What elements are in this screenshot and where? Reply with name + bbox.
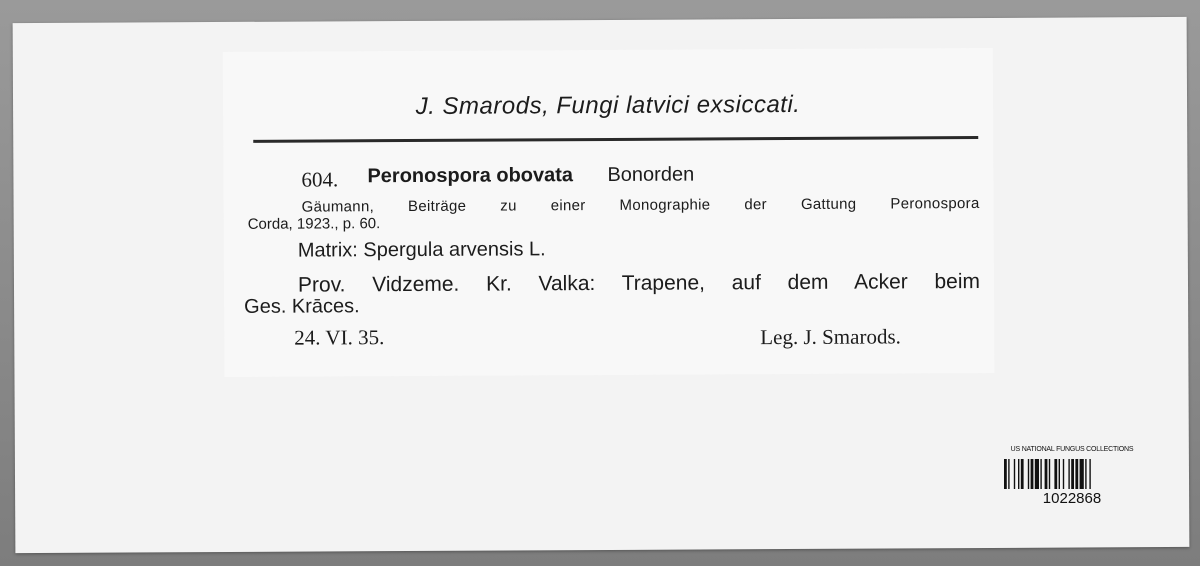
barcode-header: US NATIONAL FUNGUS COLLECTIONS — [1010, 446, 1134, 453]
collection-date: 24. VI. 35. — [294, 325, 385, 350]
barcode-icon — [1002, 459, 1142, 489]
specimen-label — [223, 48, 995, 377]
locality-line-2: Ges. Krāces. — [244, 295, 360, 318]
title-rule — [253, 136, 978, 143]
label-title: J. Smarods, Fungi latvici exsiccati. — [415, 90, 801, 120]
reference-line-1: Gäumann, Beiträge zu einer Monographie der Gattung Peronospora — [301, 195, 980, 216]
barcode-label — [994, 445, 1150, 517]
barcode-number: 1022868 — [1042, 490, 1102, 507]
reference-line-2: Corda, 1923., p. 60. — [247, 215, 381, 233]
collector: Leg. J. Smarods. — [760, 324, 901, 350]
specimen-number: 604. — [301, 167, 339, 192]
locality-line-1: Prov. Vidzeme. Kr. Valka: Trapene, auf dem Acker beim — [297, 270, 981, 297]
species-name: Peronospora obovata — [367, 164, 574, 188]
matrix-host: Matrix: Spergula arvensis L. — [297, 238, 546, 262]
species-author: Bonorden — [607, 163, 695, 186]
